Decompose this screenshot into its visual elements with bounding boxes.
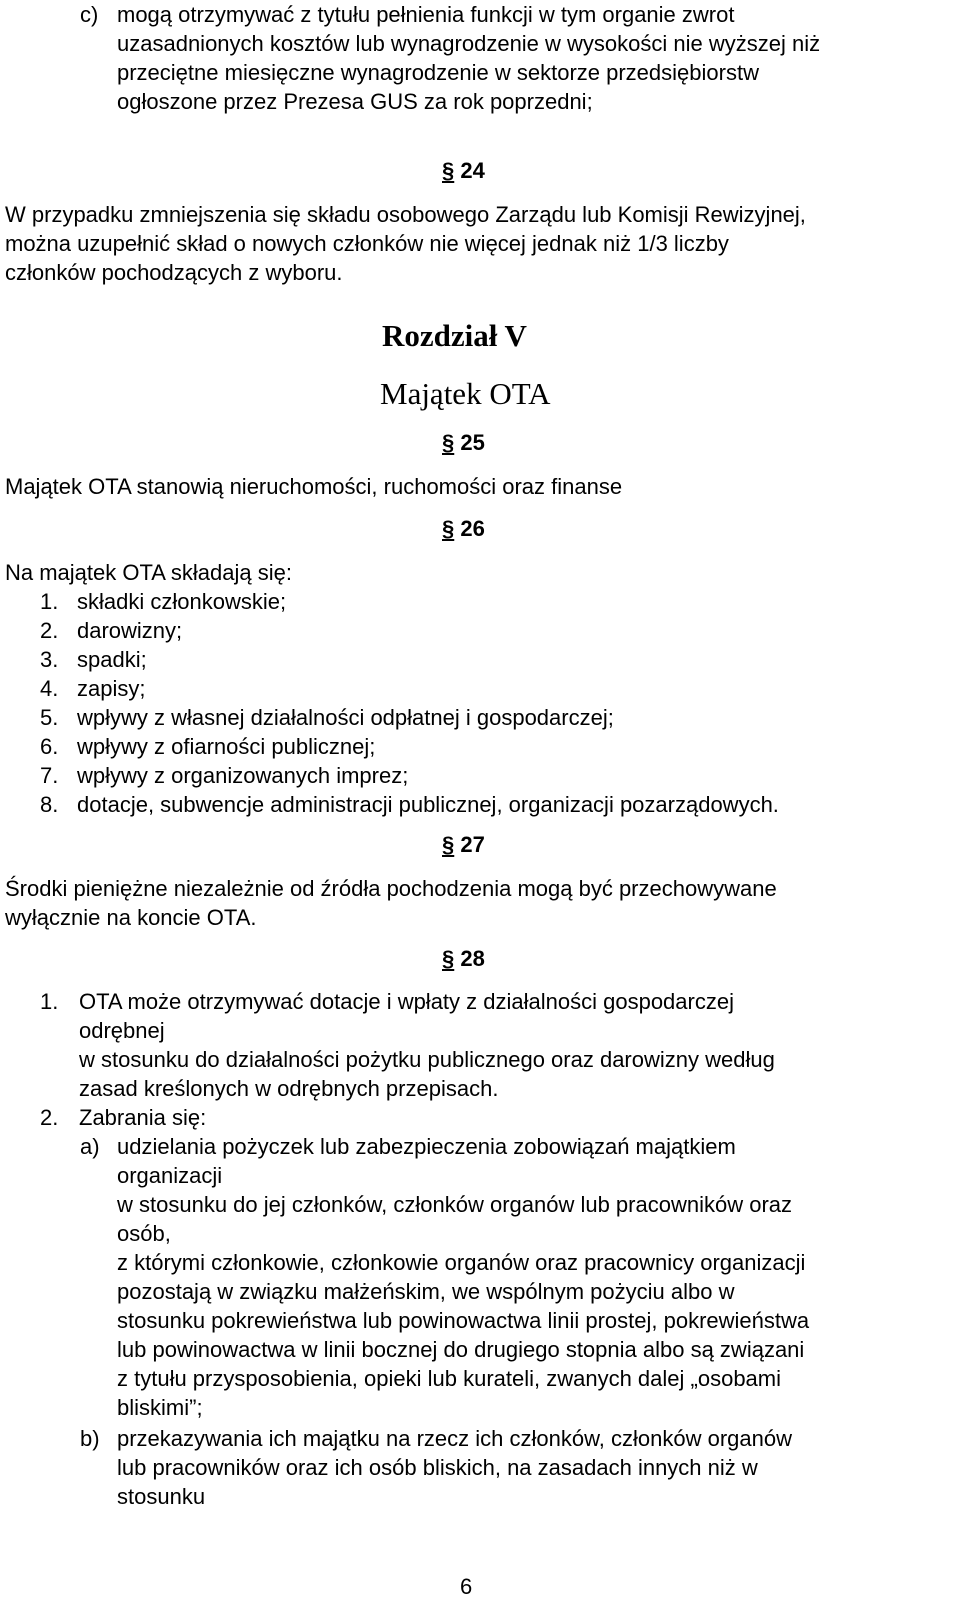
text-line: stosunku pokrewieństwa lub powinowactwa linii prostej, pokrewieństwa bbox=[117, 1308, 810, 1333]
section-heading bbox=[442, 514, 485, 543]
section-heading bbox=[442, 830, 485, 859]
section-number: 26 bbox=[460, 516, 485, 541]
section-heading bbox=[442, 428, 485, 457]
page-number: 6 bbox=[460, 1574, 473, 1599]
section-heading bbox=[442, 156, 485, 185]
text-line: w stosunku do działalności pożytku publicznego oraz darowizny według bbox=[79, 1047, 775, 1072]
text-line: ogłoszone przez Prezesa GUS za rok poprzedni; bbox=[117, 89, 593, 114]
text-line: bliskimi”; bbox=[117, 1395, 203, 1420]
paragraph-intro: Zabrania się: bbox=[79, 1105, 207, 1130]
text-line: mogą otrzymywać z tytułu pełnienia funkcji w tym organie zwrot bbox=[117, 2, 735, 27]
text-line: wyłącznie na koncie OTA. bbox=[5, 905, 257, 930]
section-sign: § bbox=[442, 946, 455, 971]
text-line: OTA może otrzymywać dotacje i wpłaty z działalności gospodarczej bbox=[79, 989, 734, 1014]
text-line: W przypadku zmniejszenia się składu osobowego Zarządu lub Komisji Rewizyjnej, bbox=[5, 202, 806, 227]
text-line: udzielania pożyczek lub zabezpieczenia zobowiązań majątkiem bbox=[117, 1134, 736, 1159]
text-line: odrębnej bbox=[79, 1018, 165, 1043]
section-number: 27 bbox=[460, 832, 485, 857]
section-number: 25 bbox=[460, 430, 485, 455]
text-line: osób, bbox=[117, 1221, 171, 1246]
section-number: 28 bbox=[460, 946, 485, 971]
item-marker: c) bbox=[80, 2, 99, 27]
text-line: przeciętne miesięczne wynagrodzenie w sektorze przedsiębiorstw bbox=[117, 60, 759, 85]
paragraph-number: 1. bbox=[40, 989, 59, 1014]
item-marker: a) bbox=[80, 1134, 100, 1159]
section-heading bbox=[442, 944, 485, 973]
chapter-title: Rozdział V bbox=[382, 318, 527, 353]
text-line: członków pochodzących z wyboru. bbox=[5, 260, 343, 285]
text-line: uzasadnionych kosztów lub wynagrodzenie w wysokości nie wyższej niż bbox=[117, 31, 821, 56]
chapter-subtitle: Majątek OTA bbox=[380, 376, 551, 411]
section-number: 24 bbox=[460, 158, 485, 183]
item-marker: b) bbox=[80, 1426, 100, 1451]
text-line: z tytułu przysposobienia, opieki lub kurateli, zwanych dalej „osobami bbox=[117, 1366, 782, 1391]
list-intro: Na majątek OTA składają się: bbox=[5, 560, 292, 585]
section-sign: § bbox=[442, 832, 455, 857]
text-line: stosunku bbox=[117, 1484, 206, 1509]
text-line: lub powinowactwa w linii bocznej do drugiego stopnia albo są związani bbox=[117, 1337, 805, 1362]
text-line: zasad kreślonych w odrębnych przepisach. bbox=[79, 1076, 499, 1101]
text-line: przekazywania ich majątku na rzecz ich członków, członków organów bbox=[117, 1426, 792, 1451]
text-line: z którymi członkowie, członkowie organów oraz pracownicy organizacji bbox=[117, 1250, 806, 1275]
paragraph-number: 2. bbox=[40, 1105, 59, 1130]
section-sign: § bbox=[442, 158, 455, 183]
text-line: można uzupełnić skład o nowych członków nie więcej jednak niż 1/3 liczby bbox=[5, 231, 729, 256]
section-sign: § bbox=[442, 430, 455, 455]
text-line: Majątek OTA stanowią nieruchomości, ruchomości oraz finanse bbox=[5, 474, 623, 499]
text-line: pozostają w związku małżeńskim, we wspólnym pożyciu albo w bbox=[117, 1279, 735, 1304]
text-line: organizacji bbox=[117, 1163, 223, 1188]
section-sign: § bbox=[442, 516, 455, 541]
text-line: w stosunku do jej członków, członków organów lub pracowników oraz bbox=[117, 1192, 793, 1217]
text-line: Środki pieniężne niezależnie od źródła pochodzenia mogą być przechowywane bbox=[5, 876, 777, 901]
text-line: lub pracowników oraz ich osób bliskich, na zasadach innych niż w bbox=[117, 1455, 758, 1480]
